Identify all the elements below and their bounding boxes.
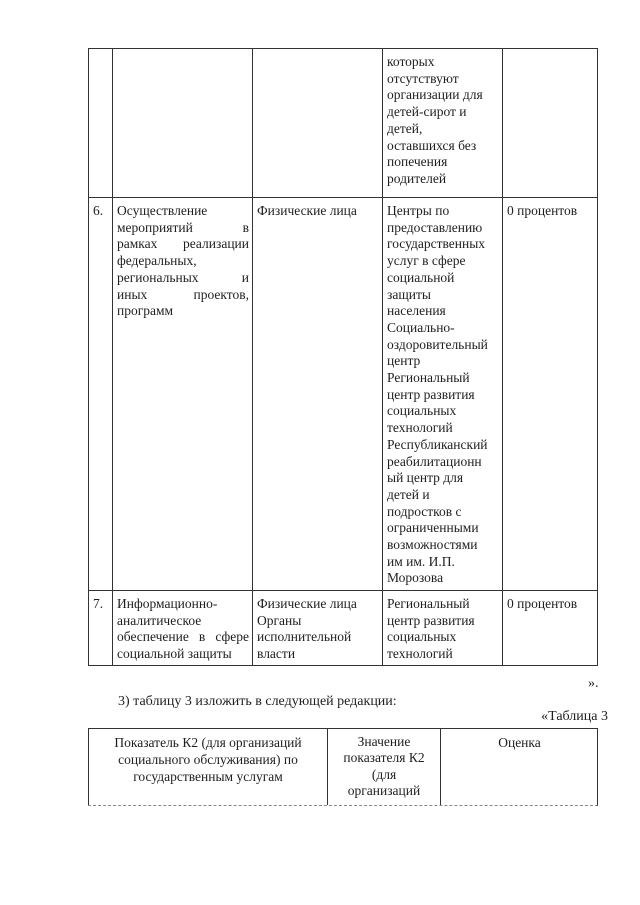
- text-line: им им. И.П.: [387, 553, 455, 569]
- row-number-cell: 6.: [88, 197, 112, 590]
- value-cell: [502, 48, 598, 197]
- text-line: Региональный: [387, 370, 470, 386]
- text-line: центр: [387, 353, 421, 369]
- text-line: ограниченными: [387, 520, 479, 536]
- text-line: мероприятий в: [117, 219, 249, 235]
- providers-cell: [382, 590, 502, 665]
- activity-cell: [112, 590, 252, 665]
- text-line: Центры по: [387, 203, 450, 218]
- activity-cell: [112, 197, 252, 590]
- text-line: возможностями: [387, 537, 478, 553]
- text-line: Физические лица: [257, 596, 357, 611]
- header-cell-value: [327, 729, 440, 805]
- providers-cell: [382, 48, 502, 197]
- text-line: социального обслуживания) по: [118, 752, 298, 767]
- text-line: Оценка: [498, 735, 541, 750]
- text-line: социальной защиты: [117, 646, 232, 662]
- text-line: Физические лица: [257, 203, 357, 218]
- value-cell: 0 процентов: [502, 590, 598, 665]
- recipients-cell: [252, 590, 382, 665]
- text-line: детей и: [387, 486, 430, 502]
- table-row: [88, 48, 598, 197]
- activity-cell: [112, 48, 252, 197]
- text-line: Значение: [357, 734, 411, 749]
- text-line: оздоровительный: [387, 336, 488, 352]
- text-line: ый центр для: [387, 470, 464, 486]
- text-line: предоставлению: [387, 219, 483, 235]
- row-number-cell: 7.: [88, 590, 112, 665]
- row-number-cell: [88, 48, 112, 197]
- text-line: государственным услугам: [133, 769, 283, 784]
- text-line: детей-сирот и: [387, 104, 467, 120]
- services-table: [88, 48, 598, 666]
- recipients-cell: [252, 48, 382, 197]
- providers-cell: [382, 197, 502, 590]
- text-line: защиты: [387, 286, 431, 302]
- text-line: программ: [117, 303, 174, 319]
- text-line: отсутствуют: [387, 70, 459, 86]
- text-line: социальных: [387, 403, 457, 419]
- text-line: Социально-: [387, 319, 455, 335]
- table-caption: «Таблица 3: [541, 709, 608, 724]
- text-line: оставшихся без: [387, 137, 477, 153]
- text-line: технологий: [387, 420, 453, 436]
- value-cell: 0 процентов: [502, 197, 598, 590]
- text-line: иных проектов,: [117, 286, 249, 302]
- closing-quote: ».: [588, 676, 599, 691]
- text-line: организаций: [347, 783, 421, 799]
- text-line: Осуществление: [117, 203, 208, 218]
- text-line: попечения: [387, 154, 448, 170]
- text-line: технологий: [387, 646, 453, 662]
- text-line: услуг в сфере: [387, 253, 466, 269]
- text-line: обеспечение в сфере: [117, 629, 249, 645]
- table-row: [88, 590, 598, 665]
- text-line: социальной: [387, 269, 455, 285]
- text-line: Показатель К2 (для организаций: [114, 735, 302, 750]
- text-line: исполнительной: [257, 629, 352, 645]
- text-line: аналитическое: [117, 612, 202, 628]
- table-row: [88, 197, 598, 590]
- text-line: центр развития: [387, 386, 475, 402]
- text-line: родителей: [387, 170, 447, 186]
- header-cell-indicator: [88, 729, 327, 805]
- text-line: Республиканский: [387, 436, 488, 452]
- text-line: подростков с: [387, 503, 462, 519]
- amendment-instruction: 3) таблицу 3 изложить в следующей редакции:: [118, 694, 397, 709]
- text-line: реабилитационн: [387, 453, 482, 469]
- text-line: власти: [257, 646, 296, 662]
- text-line: федеральных,: [117, 253, 197, 269]
- text-line: Органы: [257, 612, 302, 628]
- text-line: социальных: [387, 629, 457, 645]
- text-line: организации для: [387, 87, 483, 103]
- text-line: Информационно-: [117, 596, 218, 611]
- text-line: Морозова: [387, 570, 444, 586]
- text-line: государственных: [387, 236, 486, 252]
- text-line: (для: [371, 766, 397, 782]
- text-line: центр развития: [387, 612, 475, 628]
- text-line: населения: [387, 303, 446, 319]
- text-line: детей,: [387, 120, 423, 136]
- text-line: показателя К2: [343, 750, 425, 766]
- header-cell-assessment: [440, 729, 598, 805]
- text-line: рамках реализации: [117, 236, 249, 252]
- table-3: [88, 728, 598, 806]
- text-line: региональных и: [117, 269, 249, 285]
- text-line: Региональный: [387, 596, 470, 611]
- recipients-cell: [252, 197, 382, 590]
- text-line: которых: [387, 54, 435, 69]
